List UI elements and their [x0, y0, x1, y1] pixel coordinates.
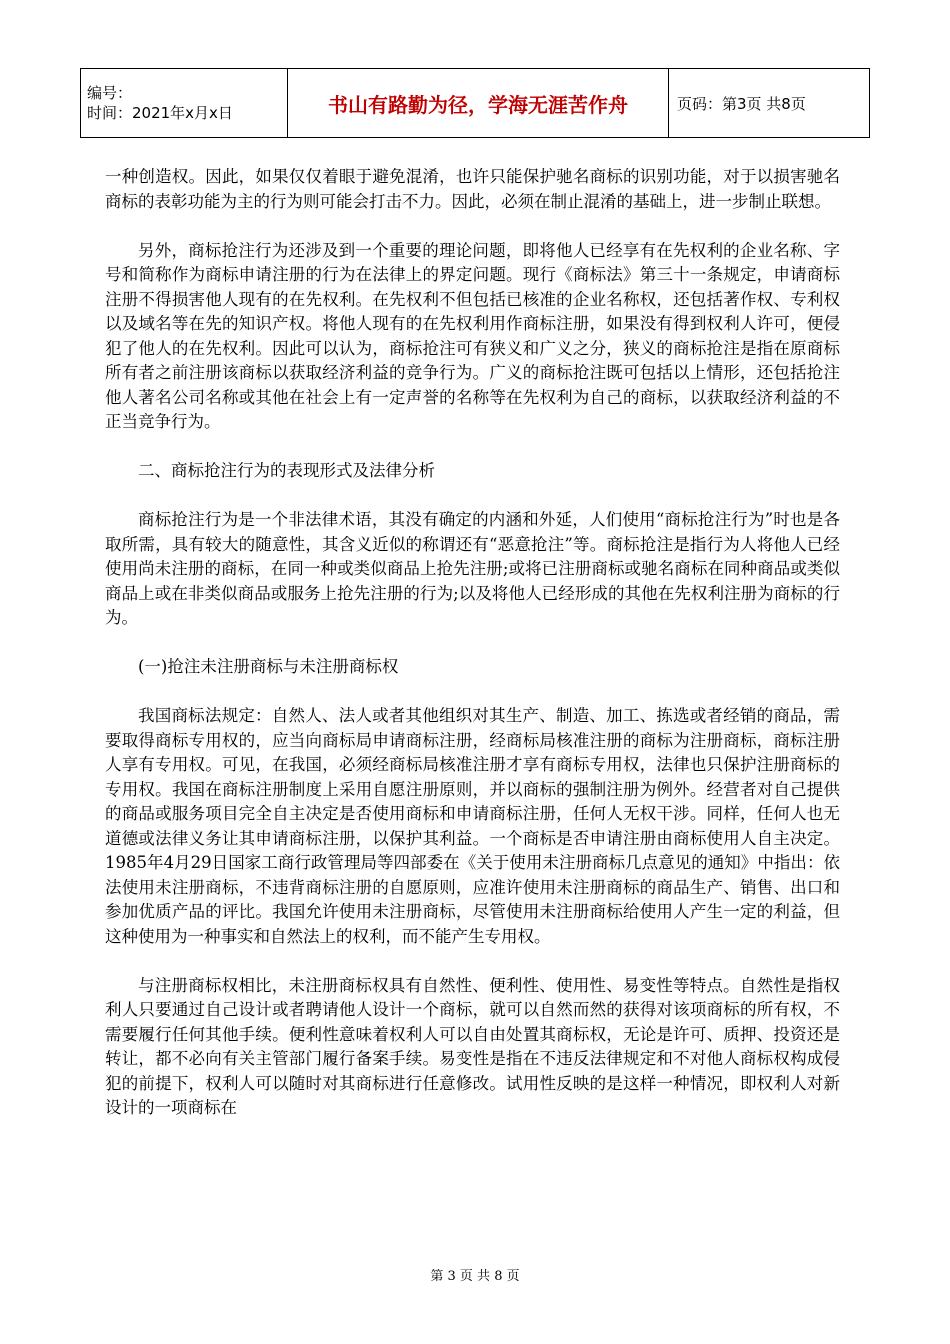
paragraph: 另外，商标抢注行为还涉及到一个重要的理论问题，即将他人已经享有在先权利的企业名称、字号和简称作为商标申请注册的行为在法律上的界定问题。现行《商标法》第三十一条规定，申请商标注册不得损害他人现有的在先权利。在先权利不但包括已核准的企业名称权，还包括著作权、专利权以及域名等在先的知识产权。将他人现有的在先权利用作商标注册，如果没有得到权利人许可，便侵犯了他人的在先权利。因此可以认为，商标抢注可有狭义和广义之分，狭义的商标抢注是指在原商标所有者之前注册该商标以获取经济利益的竞争行为。广义的商标抢注既可包括以上情形，还包括抢注他人著名公司名称或其他在社会上有一定声誉的名称等在先权利为自己的商标，以获取经济利益的不正当竞争行为。 — [105, 240, 840, 431]
paragraph: 商标抢注行为是一个非法律术语，其没有确定的内涵和外延，人们使用“商标抢注行为”时也是各取所需，具有较大的随意性，其含义近似的称谓还有“恶意抢注”等。商标抢注是指行为人将他人已经使用尚未注册的商标，在同一种或类似商品上抢先注册;或将已注册商标或驰名商标在同种商品或类似商品上或在非类似商品或服务上抢先注册的行为;以及将他人已经形成的其他在先权利注册为商标的行为。 — [105, 510, 840, 627]
paragraph: 与注册商标权相比，未注册商标权具有自然性、便利性、使用性、易变性等特点。自然性是指权利人只要通过自己设计或者聘请他人设计一个商标，就可以自然而然的获得对该项商标的所有权，不需要履行任何其他手续。便利性意味着权利人可以自由处置其商标权，无论是许可、质押、投资还是转让，都不必向有关主管部门履行备案手续。易变性是指在不违反法律规定和不对他人商标权构成侵犯的前提下，权利人可以随时对其商标进行任意修改。试用性反映的是这样一种情况，即权利人对新设计的一项商标在 — [105, 975, 840, 1117]
header-meta — [81, 69, 288, 138]
document-body — [105, 165, 840, 1145]
section-heading: 二、商标抢注行为的表现形式及法律分析 — [138, 461, 435, 480]
paragraph: 一种创造权。因此，如果仅仅着眼于避免混淆，也许只能保护驰名商标的识别功能，对于以损害驰名商标的表彰功能为主的行为则可能会打击不力。因此，必须在制止混淆的基础上，进一步制止联想。 — [105, 167, 840, 211]
page-footer: 第 3 页 共 8 页 — [430, 1269, 520, 1284]
header-motto: 书山有路勤为径，学海无涯苦作舟 — [288, 69, 669, 138]
page-header — [80, 68, 870, 138]
code-label: 编号： — [87, 84, 133, 102]
header-page-info: 页码：第3页 共8页 — [669, 69, 870, 138]
paragraph: 我国商标法规定：自然人、法人或者其他组织对其生产、制造、加工、拣选或者经销的商品，需要取得商标专用权的，应当向商标局申请商标注册，经商标局核准注册的商标为注册商标，商标注册人享有专用权。可见，在我国，必须经商标局核准注册才享有商标专用权，法律也只保护注册商标的专用权。我国在商标注册制度上采用自愿注册原则，并以商标的强制注册为例外。经营者对自己提供的商品或服务项目完全自主决定是否使用商标和申请商标注册，任何人无权干涉。同样，任何人也无道德或法律义务让其申请商标注册，以保护其利益。一个商标是否申请注册由商标使用人自主决定。1985年4月29日国家工商行政管理局等四部委在《关于使用未注册商标几点意见的通知》中指出：依法使用未注册商标，不违背商标注册的自愿原则，应准许使用未注册商标的商品生产、销售、出口和参加优质产品的评比。我国允许使用未注册商标，尽管使用未注册商标给使用人产生一定的利益，但这种使用为一种事实和自然法上的权利，而不能产生专用权。 — [105, 706, 840, 946]
date-label: 时间：2021年x月x日 — [87, 104, 233, 122]
subsection-heading: (一)抢注未注册商标与未注册商标权 — [138, 657, 399, 676]
